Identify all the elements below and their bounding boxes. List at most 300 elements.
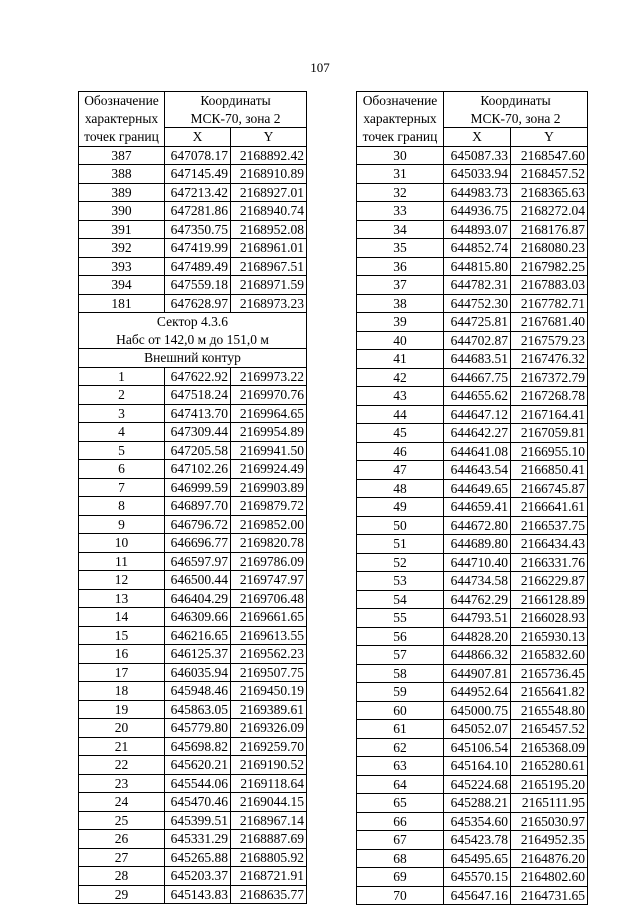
y-column-header: Y: [511, 128, 588, 147]
y-coordinate: 2168973.23: [231, 294, 307, 313]
table-row: [357, 331, 588, 350]
point-number: 36: [357, 257, 444, 276]
point-number: 48: [357, 479, 444, 498]
table-row: [357, 701, 588, 720]
table-row: [357, 535, 588, 554]
y-coordinate: 2166537.75: [511, 516, 588, 535]
y-coordinate: 2168635.77: [231, 885, 307, 904]
point-number: 53: [357, 572, 444, 591]
x-coordinate: 647281.86: [165, 202, 231, 221]
sector-title: Сектор 4.3.6: [79, 313, 307, 331]
y-coordinate: 2168457.52: [511, 165, 588, 184]
y-coordinate: 2168892.42: [231, 146, 307, 165]
y-coordinate: 2169973.22: [231, 367, 307, 386]
x-coordinate: 645620.21: [165, 756, 231, 775]
point-number: 16: [79, 645, 165, 664]
point-number: 58: [357, 664, 444, 683]
y-coordinate: 2169852.00: [231, 515, 307, 534]
y-coordinate: 2167883.03: [511, 276, 588, 295]
sector-elevation: Набс от 142,0 м до 151,0 м: [79, 331, 307, 349]
x-coordinate: 644655.62: [444, 387, 511, 406]
point-number: 394: [79, 276, 165, 295]
y-coordinate: 2169613.55: [231, 626, 307, 645]
point-designation-header: характерных: [357, 110, 444, 128]
table-row: [357, 757, 588, 776]
page-number: 107: [310, 60, 330, 75]
x-coordinate: 646035.94: [165, 663, 231, 682]
x-coordinate: 645570.15: [444, 868, 511, 887]
table-row: [357, 165, 588, 184]
table-row: [357, 368, 588, 387]
x-coordinate: 644752.30: [444, 294, 511, 313]
table-row: [357, 294, 588, 313]
point-number: 51: [357, 535, 444, 554]
point-number: 34: [357, 220, 444, 239]
x-coordinate: 647489.49: [165, 257, 231, 276]
point-number: 13: [79, 589, 165, 608]
x-coordinate: 646216.65: [165, 626, 231, 645]
table-row: [357, 257, 588, 276]
table-row: [79, 608, 307, 627]
x-coordinate: 644866.32: [444, 646, 511, 665]
x-coordinate: 646796.72: [165, 515, 231, 534]
table-row: [357, 405, 588, 424]
table-row: [79, 534, 307, 553]
point-number: 388: [79, 165, 165, 184]
y-coordinate: 2167476.32: [511, 350, 588, 369]
sector-row: [79, 331, 307, 349]
x-coordinate: 644672.80: [444, 516, 511, 535]
y-coordinate: 2168365.63: [511, 183, 588, 202]
table-row: [357, 868, 588, 887]
table-row: [357, 664, 588, 683]
table-row: [79, 830, 307, 849]
point-number: 42: [357, 368, 444, 387]
sector-row: [79, 313, 307, 331]
x-coordinate: 644667.75: [444, 368, 511, 387]
point-number: 10: [79, 534, 165, 553]
x-coordinate: 645779.80: [165, 719, 231, 738]
y-coordinate: 2167372.79: [511, 368, 588, 387]
point-number: 2: [79, 386, 165, 405]
point-number: 11: [79, 552, 165, 571]
x-coordinate: 644828.20: [444, 627, 511, 646]
table-row: [357, 276, 588, 295]
point-number: 56: [357, 627, 444, 646]
x-coordinate: 645033.94: [444, 165, 511, 184]
x-coordinate: 644659.41: [444, 498, 511, 517]
table-row: [357, 516, 588, 535]
point-number: 33: [357, 202, 444, 221]
x-coordinate: 645331.29: [165, 830, 231, 849]
y-coordinate: 2168967.51: [231, 257, 307, 276]
point-number: 6: [79, 460, 165, 479]
table-row: [357, 738, 588, 757]
x-coordinate: 645470.46: [165, 793, 231, 812]
x-coordinate: 647309.44: [165, 423, 231, 442]
table-row: [357, 646, 588, 665]
point-number: 1: [79, 367, 165, 386]
point-number: 8: [79, 497, 165, 516]
y-coordinate: 2166229.87: [511, 572, 588, 591]
point-number: 22: [79, 756, 165, 775]
table-row: [79, 811, 307, 830]
point-designation-header: характерных: [79, 110, 165, 128]
y-column-header: Y: [231, 128, 307, 147]
point-designation-header: Обозначение: [79, 92, 165, 110]
point-number: 45: [357, 424, 444, 443]
x-coordinate: 645106.54: [444, 738, 511, 757]
y-coordinate: 2169747.97: [231, 571, 307, 590]
y-coordinate: 2165548.80: [511, 701, 588, 720]
x-coordinate: 644762.29: [444, 590, 511, 609]
point-number: 61: [357, 720, 444, 739]
y-coordinate: 2167268.78: [511, 387, 588, 406]
x-coordinate: 644702.87: [444, 331, 511, 350]
table-row: [357, 202, 588, 221]
y-coordinate: 2164731.65: [511, 886, 588, 905]
x-coordinate: 644725.81: [444, 313, 511, 332]
y-coordinate: 2165641.82: [511, 683, 588, 702]
x-coordinate: 647205.58: [165, 441, 231, 460]
table-row: [357, 424, 588, 443]
y-coordinate: 2169941.50: [231, 441, 307, 460]
point-number: 391: [79, 220, 165, 239]
table-row: [357, 683, 588, 702]
y-coordinate: 2168971.59: [231, 276, 307, 295]
table-row: [79, 183, 307, 202]
y-coordinate: 2169507.75: [231, 663, 307, 682]
y-coordinate: 2169820.78: [231, 534, 307, 553]
x-coordinate: 645265.88: [165, 848, 231, 867]
point-number: 30: [357, 146, 444, 165]
table-row: [357, 794, 588, 813]
x-coordinate: 645399.51: [165, 811, 231, 830]
y-coordinate: 2166641.61: [511, 498, 588, 517]
x-coordinate: 647078.17: [165, 146, 231, 165]
point-number: 5: [79, 441, 165, 460]
y-coordinate: 2164876.20: [511, 849, 588, 868]
table-row: [357, 183, 588, 202]
point-designation-header: Обозначение: [357, 92, 444, 110]
x-coordinate: 645863.05: [165, 700, 231, 719]
x-coordinate: 647213.42: [165, 183, 231, 202]
y-coordinate: 2168940.74: [231, 202, 307, 221]
point-number: 3: [79, 404, 165, 423]
point-number: 44: [357, 405, 444, 424]
x-coordinate: 644852.74: [444, 239, 511, 258]
x-coordinate: 644647.12: [444, 405, 511, 424]
y-coordinate: 2165832.60: [511, 646, 588, 665]
y-coordinate: 2166434.43: [511, 535, 588, 554]
x-coordinate: 647102.26: [165, 460, 231, 479]
x-coordinate: 644683.51: [444, 350, 511, 369]
table-row: [79, 515, 307, 534]
x-coordinate: 644689.80: [444, 535, 511, 554]
point-number: 70: [357, 886, 444, 905]
y-coordinate: 2168080.23: [511, 239, 588, 258]
x-coordinate: 645647.16: [444, 886, 511, 905]
table-row: [79, 848, 307, 867]
y-coordinate: 2169903.89: [231, 478, 307, 497]
x-coordinate: 645288.21: [444, 794, 511, 813]
point-number: 32: [357, 183, 444, 202]
y-coordinate: 2169562.23: [231, 645, 307, 664]
point-number: 25: [79, 811, 165, 830]
point-number: 55: [357, 609, 444, 628]
y-coordinate: 2165368.09: [511, 738, 588, 757]
y-coordinate: 2166028.93: [511, 609, 588, 628]
x-coordinate: 645423.78: [444, 831, 511, 850]
point-number: 67: [357, 831, 444, 850]
x-coordinate: 647559.18: [165, 276, 231, 295]
table-row: [79, 497, 307, 516]
y-coordinate: 2165030.97: [511, 812, 588, 831]
table-row: [357, 609, 588, 628]
x-coordinate: 645203.37: [165, 867, 231, 886]
point-number: 49: [357, 498, 444, 517]
table-row: [357, 831, 588, 850]
point-number: 17: [79, 663, 165, 682]
y-coordinate: 2168887.69: [231, 830, 307, 849]
point-number: 14: [79, 608, 165, 627]
table-row: [79, 737, 307, 756]
table-row: [357, 775, 588, 794]
y-coordinate: 2169879.72: [231, 497, 307, 516]
x-coordinate: 644710.40: [444, 553, 511, 572]
x-coordinate: 644952.64: [444, 683, 511, 702]
table-row: [79, 276, 307, 295]
coordinates-header: Координаты: [165, 92, 307, 110]
table-row: [79, 571, 307, 590]
y-coordinate: 2169924.49: [231, 460, 307, 479]
table-row: [357, 387, 588, 406]
point-number: 387: [79, 146, 165, 165]
coordinates-table-right: [356, 91, 588, 905]
table-row: [79, 386, 307, 405]
x-coordinate: 644641.08: [444, 442, 511, 461]
y-coordinate: 2169259.70: [231, 737, 307, 756]
y-coordinate: 2169706.48: [231, 589, 307, 608]
x-coordinate: 644734.58: [444, 572, 511, 591]
x-coordinate: 645224.68: [444, 775, 511, 794]
table-row: [79, 165, 307, 184]
table-row: [79, 885, 307, 904]
point-number: 18: [79, 682, 165, 701]
y-coordinate: 2165457.52: [511, 720, 588, 739]
point-number: 62: [357, 738, 444, 757]
point-number: 26: [79, 830, 165, 849]
x-coordinate: 646404.29: [165, 589, 231, 608]
point-designation-header: точек границ: [357, 128, 444, 147]
point-number: 43: [357, 387, 444, 406]
point-number: 4: [79, 423, 165, 442]
point-number: 68: [357, 849, 444, 868]
point-number: 69: [357, 868, 444, 887]
table-row: [79, 700, 307, 719]
y-coordinate: 2166850.41: [511, 461, 588, 480]
x-coordinate: 644649.65: [444, 479, 511, 498]
y-coordinate: 2168927.01: [231, 183, 307, 202]
point-number: 64: [357, 775, 444, 794]
point-number: 35: [357, 239, 444, 258]
y-coordinate: 2168967.14: [231, 811, 307, 830]
x-coordinate: 647622.92: [165, 367, 231, 386]
table-row: [79, 220, 307, 239]
coordinate-system-header: МСК-70, зона 2: [165, 110, 307, 128]
y-coordinate: 2166128.89: [511, 590, 588, 609]
x-coordinate: 644983.73: [444, 183, 511, 202]
table-row: [79, 404, 307, 423]
y-coordinate: 2167982.25: [511, 257, 588, 276]
point-number: 390: [79, 202, 165, 221]
point-number: 57: [357, 646, 444, 665]
y-coordinate: 2169044.15: [231, 793, 307, 812]
point-number: 12: [79, 571, 165, 590]
contour-title: Внешний контур: [79, 349, 307, 368]
x-coordinate: 646597.97: [165, 552, 231, 571]
y-coordinate: 2165280.61: [511, 757, 588, 776]
x-coordinate: 645000.75: [444, 701, 511, 720]
x-column-header: X: [165, 128, 231, 147]
x-coordinate: 644782.31: [444, 276, 511, 295]
point-number: 46: [357, 442, 444, 461]
point-number: 392: [79, 239, 165, 258]
header-row: [357, 128, 588, 147]
x-coordinate: 646696.77: [165, 534, 231, 553]
x-coordinate: 645143.83: [165, 885, 231, 904]
y-coordinate: 2166955.10: [511, 442, 588, 461]
point-number: 65: [357, 794, 444, 813]
header-row: [357, 92, 588, 110]
y-coordinate: 2166745.87: [511, 479, 588, 498]
point-number: 15: [79, 626, 165, 645]
point-number: 27: [79, 848, 165, 867]
point-number: 19: [79, 700, 165, 719]
table-row: [357, 461, 588, 480]
x-coordinate: 644936.75: [444, 202, 511, 221]
y-coordinate: 2169389.61: [231, 700, 307, 719]
y-coordinate: 2167579.23: [511, 331, 588, 350]
y-coordinate: 2168961.01: [231, 239, 307, 258]
y-coordinate: 2169450.19: [231, 682, 307, 701]
table-row: [79, 719, 307, 738]
y-coordinate: 2167782.71: [511, 294, 588, 313]
point-number: 52: [357, 553, 444, 572]
point-number: 28: [79, 867, 165, 886]
table-row: [357, 498, 588, 517]
point-number: 50: [357, 516, 444, 535]
x-coordinate: 644642.27: [444, 424, 511, 443]
point-number: 389: [79, 183, 165, 202]
table-row: [79, 146, 307, 165]
table-row: [79, 202, 307, 221]
point-number: 38: [357, 294, 444, 313]
table-row: [357, 313, 588, 332]
table-row: [357, 886, 588, 905]
y-coordinate: 2165195.20: [511, 775, 588, 794]
x-coordinate: 645164.10: [444, 757, 511, 776]
x-coordinate: 644643.54: [444, 461, 511, 480]
header-row: [79, 92, 307, 110]
table-row: [357, 146, 588, 165]
x-coordinate: 644815.80: [444, 257, 511, 276]
x-column-header: X: [444, 128, 511, 147]
point-number: 23: [79, 774, 165, 793]
table-row: [79, 294, 307, 313]
table-row: [357, 572, 588, 591]
y-coordinate: 2168547.60: [511, 146, 588, 165]
x-coordinate: 644793.51: [444, 609, 511, 628]
table-row: [79, 793, 307, 812]
x-coordinate: 647350.75: [165, 220, 231, 239]
x-coordinate: 645948.46: [165, 682, 231, 701]
x-coordinate: 646897.70: [165, 497, 231, 516]
x-coordinate: 647518.24: [165, 386, 231, 405]
y-coordinate: 2169954.89: [231, 423, 307, 442]
y-coordinate: 2168805.92: [231, 848, 307, 867]
table-row: [79, 756, 307, 775]
point-number: 63: [357, 757, 444, 776]
x-coordinate: 644893.07: [444, 220, 511, 239]
x-coordinate: 647413.70: [165, 404, 231, 423]
point-number: 60: [357, 701, 444, 720]
y-coordinate: 2168910.89: [231, 165, 307, 184]
point-number: 37: [357, 276, 444, 295]
coordinates-header: Координаты: [444, 92, 588, 110]
point-number: 41: [357, 350, 444, 369]
table-row: [357, 239, 588, 258]
point-number: 9: [79, 515, 165, 534]
point-number: 29: [79, 885, 165, 904]
x-coordinate: 645087.33: [444, 146, 511, 165]
y-coordinate: 2168272.04: [511, 202, 588, 221]
table-row: [357, 220, 588, 239]
coordinate-system-header: МСК-70, зона 2: [444, 110, 588, 128]
point-number: 7: [79, 478, 165, 497]
x-coordinate: 646125.37: [165, 645, 231, 664]
y-coordinate: 2169970.76: [231, 386, 307, 405]
y-coordinate: 2164802.60: [511, 868, 588, 887]
x-coordinate: 645495.65: [444, 849, 511, 868]
table-row: [357, 627, 588, 646]
y-coordinate: 2168176.87: [511, 220, 588, 239]
point-number: 40: [357, 331, 444, 350]
table-row: [79, 441, 307, 460]
y-coordinate: 2169786.09: [231, 552, 307, 571]
x-coordinate: 646500.44: [165, 571, 231, 590]
table-row: [79, 460, 307, 479]
y-coordinate: 2169326.09: [231, 719, 307, 738]
point-number: 181: [79, 294, 165, 313]
table-row: [79, 867, 307, 886]
y-coordinate: 2167164.41: [511, 405, 588, 424]
y-coordinate: 2169964.65: [231, 404, 307, 423]
contour-row: [79, 349, 307, 368]
table-row: [79, 478, 307, 497]
header-row: [79, 110, 307, 128]
point-number: 54: [357, 590, 444, 609]
table-row: [357, 849, 588, 868]
x-coordinate: 644907.81: [444, 664, 511, 683]
y-coordinate: 2169661.65: [231, 608, 307, 627]
point-number: 47: [357, 461, 444, 480]
y-coordinate: 2169190.52: [231, 756, 307, 775]
x-coordinate: 645698.82: [165, 737, 231, 756]
y-coordinate: 2164952.35: [511, 831, 588, 850]
y-coordinate: 2168721.91: [231, 867, 307, 886]
y-coordinate: 2165930.13: [511, 627, 588, 646]
